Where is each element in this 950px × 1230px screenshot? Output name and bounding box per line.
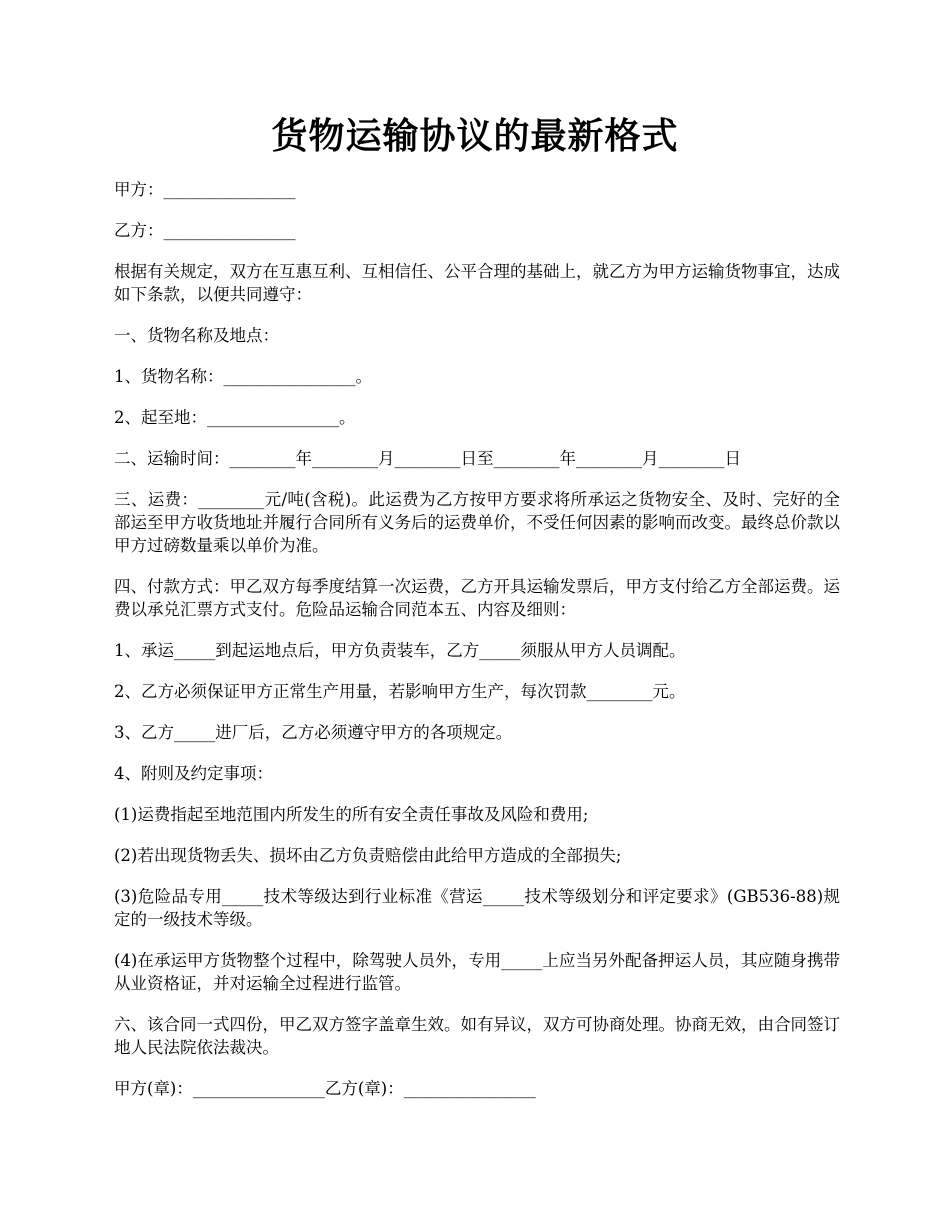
- freight-paragraph: 三、运费：________元/吨(含税)。此运费为乙方按甲方要求将所承运之货物安全、及时、完好的全部运至甲方收货地址并履行合同所有义务后的运费单价，不受任何因素的影响而改变。最终总价款以甲方过磅数量乘以单价为准。: [114, 490, 840, 555]
- clause-3: 3、乙方_____进厂后，乙方必须遵守甲方的各项规定。: [114, 723, 513, 742]
- clause-1: 1、承运_____到起运地点后，甲方负责装车，乙方_____须服从甲方人员调配。: [114, 641, 686, 660]
- preamble-paragraph: 根据有关规定，双方在互惠互利、互相信任、公平合理的基础上，就乙方为甲方运输货物事宜，达成如下条款，以便共同遵守：: [114, 262, 840, 304]
- origin-destination-line: 2、起至地：________________。: [114, 408, 356, 427]
- document-title: 货物运输协议的最新格式: [271, 115, 679, 157]
- sub-clause-3: (3)危险品专用_____技术等级达到行业标准《营运_____技术等级划分和评定要求》(GB536-88)规定的一级技术等级。: [114, 887, 840, 929]
- payment-paragraph: 四、付款方式：甲乙双方每季度结算一次运费，乙方开具运输发票后，甲方支付给乙方全部运费。运费以承兑汇票方式支付。危险品运输合同范本五、内容及细则：: [114, 577, 840, 619]
- signature-line: 甲方(章)：________________乙方(章)：________________: [114, 1079, 536, 1098]
- sub-clause-2: (2)若出现货物丢失、损坏由乙方负责赔偿由此给甲方造成的全部损失;: [114, 846, 622, 865]
- goods-name-line: 1、货物名称：________________。: [114, 367, 372, 386]
- party-a-line: 甲方：________________: [114, 180, 296, 199]
- copies-paragraph: 六、该合同一式四份，甲乙双方签字盖章生效。如有异议，双方可协商处理。协商无效，由合同签订地人民法院依法裁决。: [114, 1015, 840, 1057]
- party-b-line: 乙方：________________: [114, 221, 296, 240]
- document-body: [114, 178, 840, 1118]
- sub-clause-1: (1)运费指起至地范围内所发生的所有安全责任事故及风险和费用;: [114, 805, 589, 824]
- transport-time-line: 二、运输时间：________年________月________日至________年________月________日: [114, 449, 741, 468]
- sub-clause-4: (4)在承运甲方货物整个过程中，除驾驶人员外，专用_____上应当另外配备押运人员，其应随身携带从业资格证，并对运输全过程进行监管。: [114, 951, 840, 993]
- clause-4-heading: 4、附则及约定事项：: [114, 764, 273, 783]
- clause-2: 2、乙方必须保证甲方正常生产用量，若影响甲方生产，每次罚款________元。: [114, 682, 686, 701]
- section-goods-heading: 一、货物名称及地点：: [114, 326, 279, 345]
